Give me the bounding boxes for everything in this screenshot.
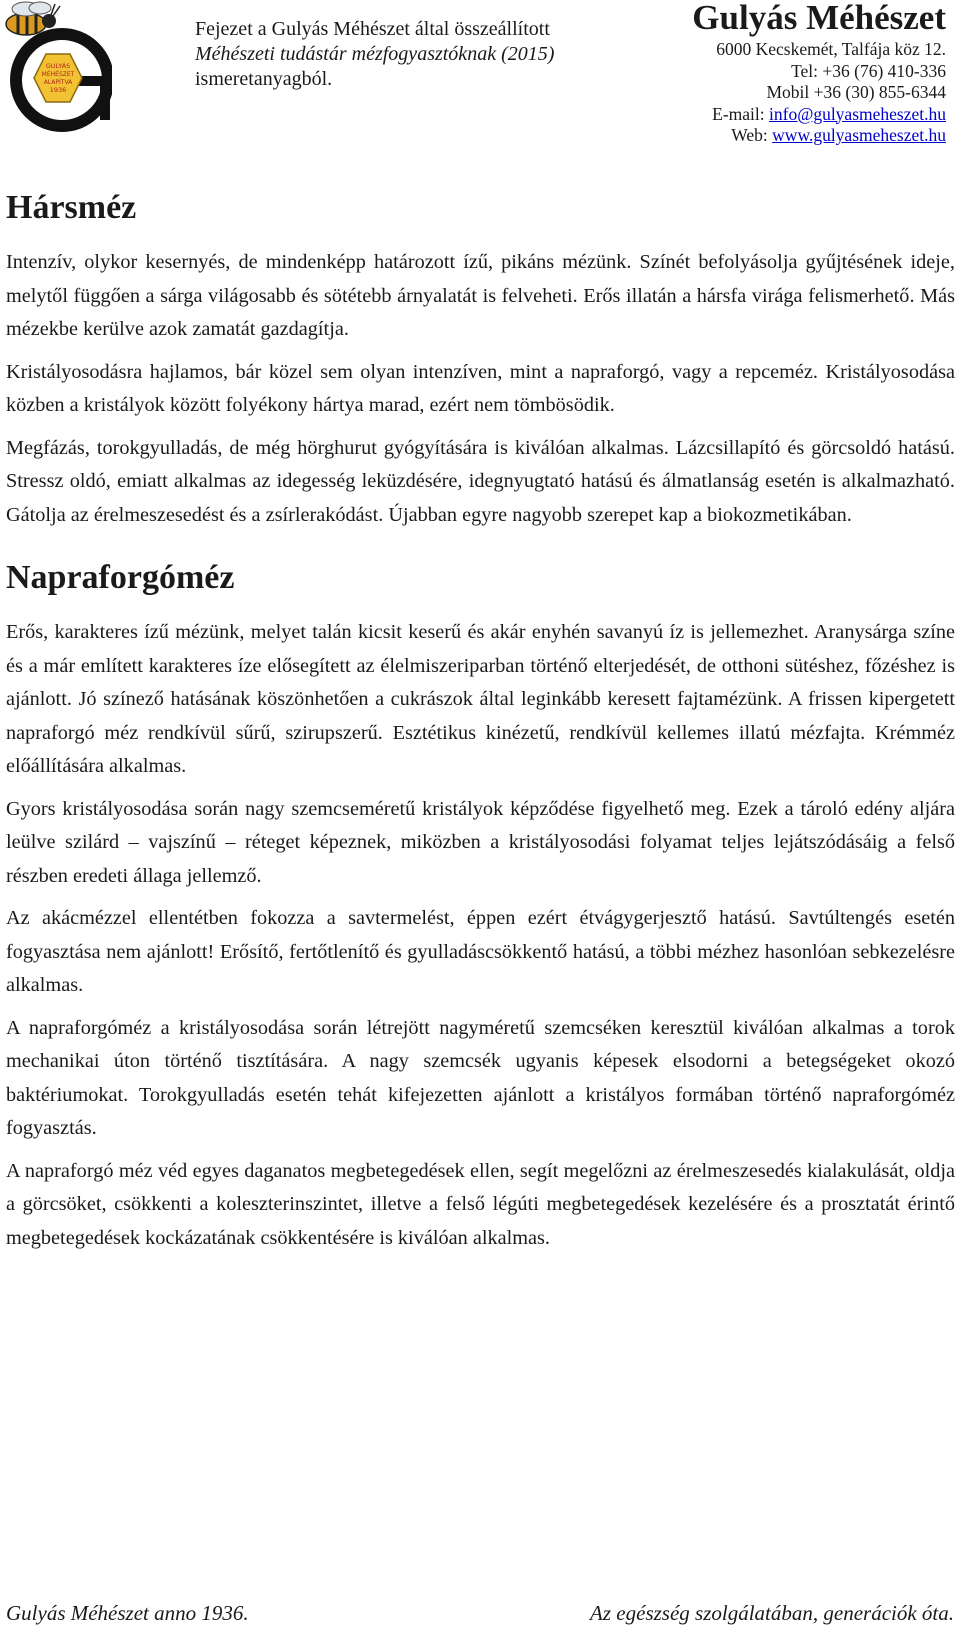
contact-block	[692, 0, 946, 147]
paragraph: Intenzív, olykor kesernyés, de mindenképp határozott ízű, pikáns mézünk. Színét befolyásolja gyűjtésének ideje, melytől függően a sárga világosabb és sötétebb árnyalatát is felveheti. Erős illatán a hársfa virága felismerhető. Más mézekbe kerülve azok zamatát gazdagítja.	[6, 251, 955, 340]
web-label: Web:	[731, 125, 768, 145]
brand-title: Gulyás Méhészet	[692, 0, 946, 37]
paragraph: Megfázás, torokgyulladás, de még hörghurut gyógyítására is kiválóan alkalmas. Lázcsillapító és görcsoldó hatású. Stressz oldó, emiatt alkalmas az idegesség leküzdésére, idegnyugtató hatású és álmatlanság esetén is alkalmazható. Gátolja az érelmeszesedést és a zsírlerakódást. Újabban egyre nagyobb szerepet kap a biokozmetikában.	[6, 436, 955, 526]
phone: Tel: +36 (76) 410-336	[791, 60, 946, 81]
paragraph: Gyors kristályosodása során nagy szemcseméretű kristályok képződése figyelhető meg. Ezek a tároló edény aljára leülve szilárd – vajszínű – réteget képeznek, miközben a kristályosodási folyamat teljes lejátszódásáig a felső részben eredeti állaga jellemző.	[6, 797, 955, 887]
gulyas-meheszet-logo	[0, 0, 112, 148]
email-row	[692, 104, 946, 126]
section-title: Hársméz	[6, 189, 137, 226]
paragraph: A napraforgóméz a kristályosodása során létrejött nagyméretű szemcséken keresztül kiválóan alkalmas a torok mechanikai úton történő tisztítására. A nagy szemcsék ugyanis képesek elsodorni a betegségeket okozó baktériumokat. Torokgyulladás esetén tehát kifejezetten ajánlott a kristályos formában történő napraforgóméz fogyasztás.	[6, 1016, 955, 1139]
section-title: Napraforgóméz	[6, 559, 235, 596]
mobile: Mobil +36 (30) 855-6344	[766, 82, 946, 102]
email-link[interactable]: info@gulyasmeheszet.hu	[769, 103, 946, 124]
source-book-title: Méhészeti tudástár mézfogyasztóknak (2015)	[195, 43, 555, 65]
footer-right: Az egészség szolgálatában, generációk óta.	[590, 1601, 954, 1625]
logo-text: ALAPÍTVA	[43, 79, 73, 86]
article-body	[6, 188, 955, 1264]
paragraph: Az akácmézzel ellentétben fokozza a savtermelést, éppen ezért étvágygerjesztő hatású. Savtúltengés esetén fogyasztása nem ajánlott! Erősítő, fertőtlenítő és gyulladáscsökkentő hatású, a többi mézhez hasonlóan sebkezelésre alkalmas.	[6, 907, 955, 996]
logo-text: GULYÁS	[45, 62, 71, 70]
logo-text: MÉHÉSZET	[41, 71, 75, 78]
source-line: Fejezet a Gulyás Méhészet által összeállított	[195, 18, 550, 40]
paragraph: Kristályosodásra hajlamos, bár közel sem olyan intenzíven, mint a napraforgó, vagy a repceméz. Kristályosodása közben a kristályok között folyékony hártya marad, ezért nem tömbösödik.	[6, 360, 955, 416]
web-row	[692, 125, 946, 147]
email-label: E-mail:	[712, 103, 765, 124]
source-line: ismeretanyagból.	[195, 68, 333, 90]
paragraph: A napraforgó méz véd egyes daganatos megbetegedések ellen, segít megelőzni az érelmeszesedés kialakulását, oldja a görcsöket, csökkenti a koleszterinszintet, illetve a felső légúti megbetegedések kezelésére és a prosztatát érintő megbetegedések kockázatának csökkentésére is kiválóan alkalmas.	[6, 1159, 955, 1249]
source-note	[195, 17, 554, 92]
address: 6000 Kecskemét, Talfája köz 12.	[716, 39, 946, 59]
paragraph: Erős, karakteres ízű mézünk, melyet talán kicsit keserű és akár enyhén savanyú íz is jellemezhet. Aranysárga színe és a már említett karakteres íze elősegített az élelmiszeriparban történő elterjedését, de otthoni sütéshez, főzéshez is ajánlott. Jó színező hatásának köszönhetően a cukrászok által leginkább keresett fajtamézünk. A frissen kipergetett napraforgó méz rendkívül sűrű, szirupszerű. Esztétikus kinézetű, rendkívül kellemes illatú mézfajta. Krémméz előállítására alkalmas.	[6, 621, 955, 777]
web-link[interactable]: www.gulyasmeheszet.hu	[772, 125, 946, 145]
logo-text: 1936	[49, 86, 67, 94]
footer-left: Gulyás Méhészet anno 1936.	[6, 1601, 249, 1625]
